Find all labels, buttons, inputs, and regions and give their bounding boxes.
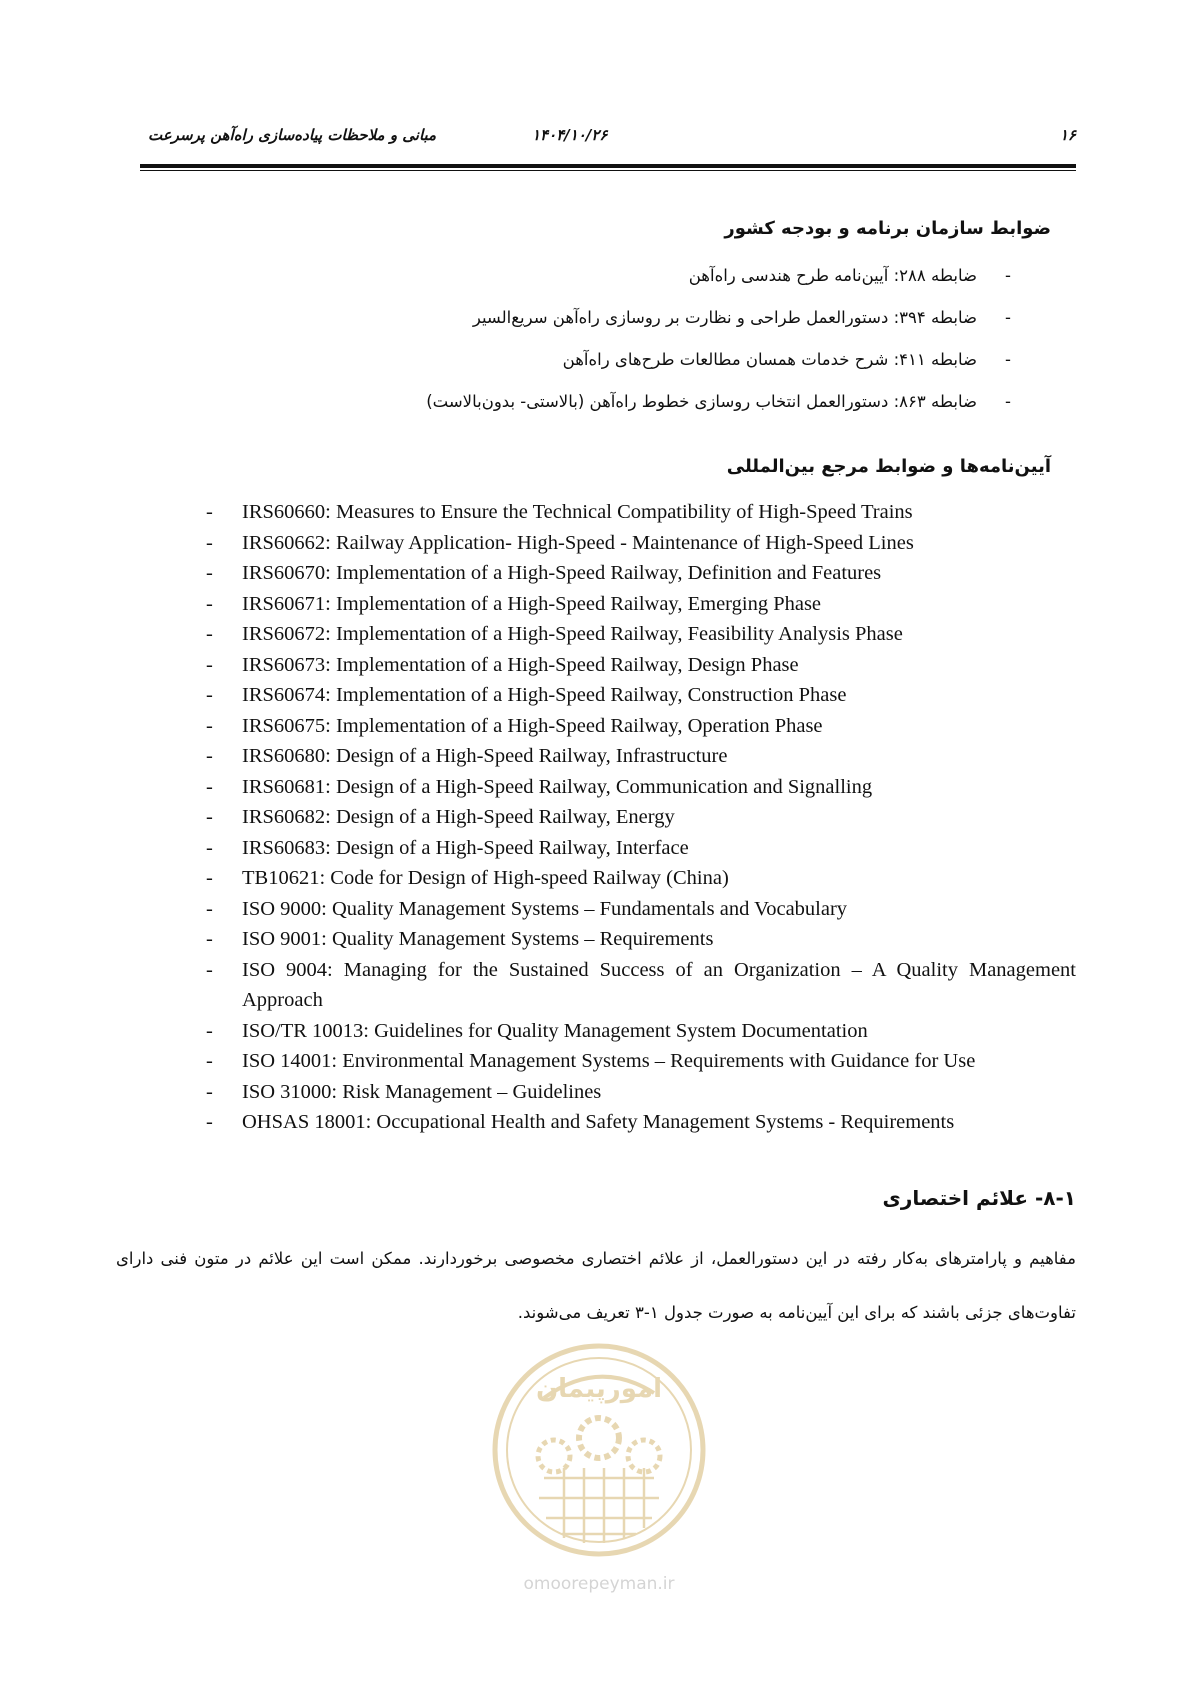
header-document-title: مبانی و ملاحظات پیاده‌سازی راه‌آهن پرسرعت: [148, 126, 437, 144]
national-standards-heading: ضوابط سازمان برنامه و بودجه کشور: [724, 218, 1051, 239]
list-item: - IRS60674: Implementation of a High-Speed Railway, Construction Phase: [206, 684, 847, 706]
list-item: - TB10621: Code for Design of High-speed Railway (China): [206, 867, 729, 889]
list-item: - ISO/TR 10013: Guidelines for Quality Management System Documentation: [206, 1019, 868, 1042]
abbreviations-paragraph: مفاهیم و پارامترهای به‌کار رفته در این دستورالعمل، از علائم اختصاری مخصوصی برخوردارند. ممکن است این علائم در متون فنی دارای تفاوت‌های جزئی باشند که برای این آیین‌نامه به صورت جدول ۱-۳ تعریف می‌شوند.: [116, 1249, 1076, 1322]
national-standards-list: [271, 262, 1011, 430]
list-item: - ISO 9004: Managing for the Sustained Success of an Organization – A Quality Management Approach: [206, 958, 1076, 1011]
list-item: - ISO 9001: Quality Management Systems – Requirements: [206, 928, 714, 950]
header-date: ۱۴۰۴/۱۰/۲۶: [532, 126, 608, 144]
header-rule-thick: [140, 164, 1076, 168]
abbreviations-heading: ۸-۱- علائم اختصاری: [882, 1186, 1076, 1210]
page-number: ۱۶: [1059, 126, 1076, 144]
list-item: - ISO 14001: Environmental Management Systems – Requirements with Guidance for Use: [206, 1050, 976, 1072]
list-item: - IRS60670: Implementation of a High-Speed Railway, Definition and Features: [206, 562, 882, 584]
list-item: - IRS60683: Design of a High-Speed Railway, Interface: [206, 836, 689, 859]
watermark-url: omoorepeyman.ir: [523, 1574, 675, 1594]
list-item: - IRS60682: Design of a High-Speed Railway, Energy: [206, 806, 675, 828]
list-item: - IRS60672: Implementation of a High-Speed Railway, Feasibility Analysis Phase: [206, 623, 903, 645]
international-standards-heading: آیین‌نامه‌ها و ضوابط مرجع بین‌المللی: [726, 456, 1051, 477]
list-item: - IRS60662: Railway Application- High-Speed - Maintenance of High-Speed Lines: [206, 531, 914, 554]
list-item: -ضابطه ۴۱۱: شرح خدمات همسان مطالعات طرح‌های راه‌آهن: [562, 350, 1011, 369]
list-item: -ضابطه ۳۹۴: دستورالعمل طراحی و نظارت بر روسازی راه‌آهن سریع‌السیر: [472, 308, 1011, 327]
list-item: - ISO 9000: Quality Management Systems – Fundamentals and Vocabulary: [206, 897, 848, 920]
list-item: - ISO 31000: Risk Management – Guidelines: [206, 1080, 602, 1103]
list-item: - IRS60673: Implementation of a High-Speed Railway, Design Phase: [206, 653, 799, 676]
list-item: - OHSAS 18001: Occupational Health and Safety Management Systems - Requirements: [206, 1111, 955, 1133]
list-item: - IRS60671: Implementation of a High-Speed Railway, Emerging Phase: [206, 592, 822, 615]
list-item: - IRS60675: Implementation of a High-Speed Railway, Operation Phase: [206, 714, 823, 737]
list-item: -ضابطه ۸۶۳: دستورالعمل انتخاب روسازی خطوط راه‌آهن (بالاستی- بدون‌بالاست): [426, 392, 1011, 411]
international-standards-list: [206, 497, 1076, 1138]
list-item: - IRS60681: Design of a High-Speed Railway, Communication and Signalling: [206, 775, 873, 798]
list-item: -ضابطه ۲۸۸: آیین‌نامه طرح هندسی راه‌آهن: [688, 266, 1011, 285]
header-rule-thin: [140, 170, 1076, 171]
list-item: - IRS60680: Design of a High-Speed Railway, Infrastructure: [206, 745, 728, 767]
watermark-logo: [484, 1338, 714, 1608]
list-item: - IRS60660: Measures to Ensure the Technical Compatibility of High-Speed Trains: [206, 501, 913, 523]
watermark-logo-text: امورپیمان: [535, 1374, 663, 1404]
